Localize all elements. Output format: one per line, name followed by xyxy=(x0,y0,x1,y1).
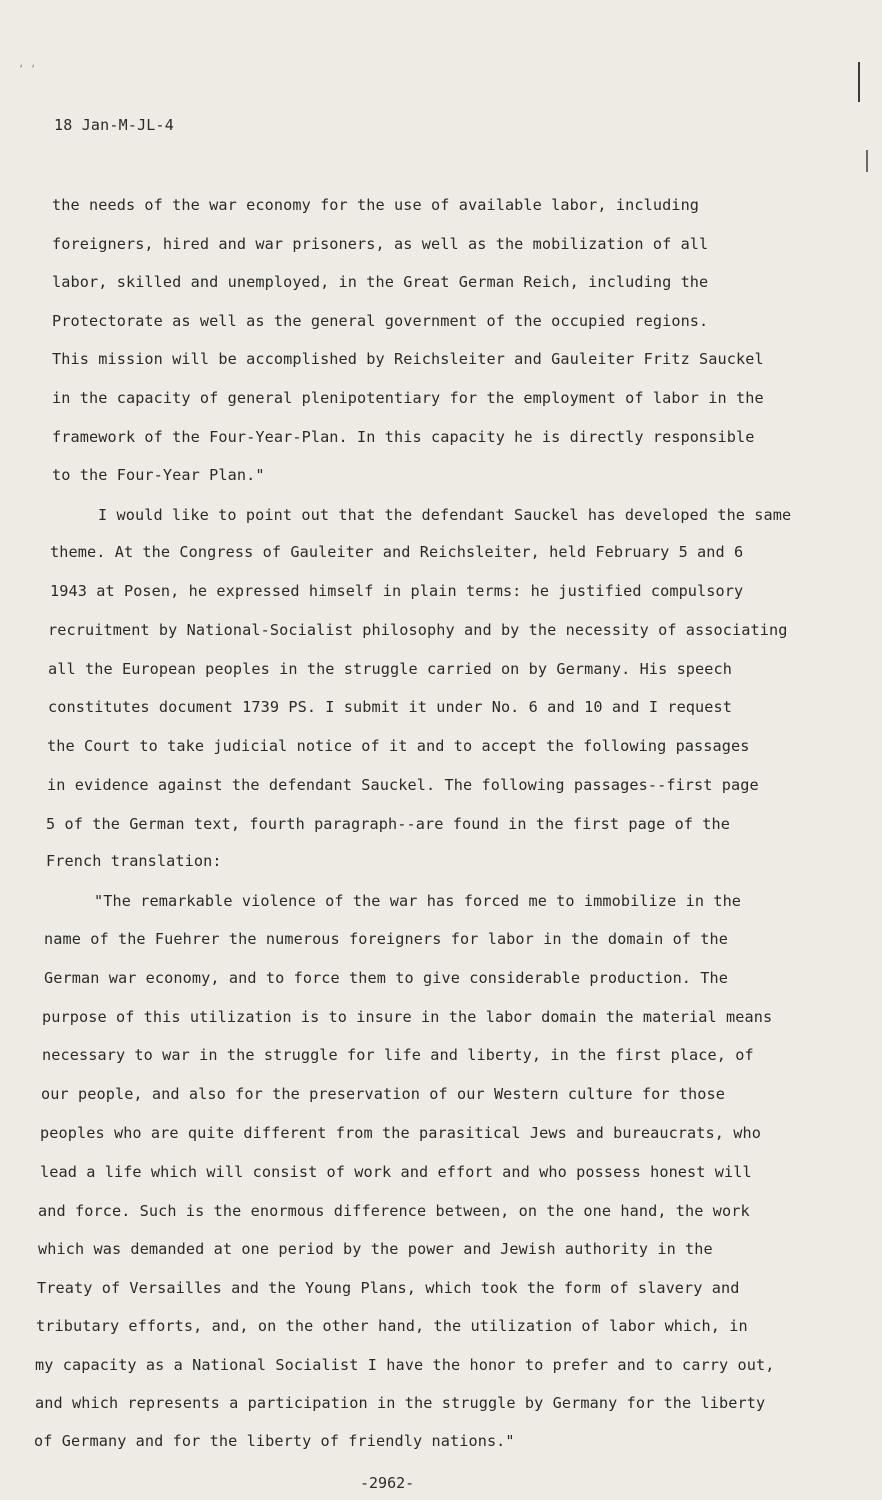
text-line: the Court to take judicial notice of it and to accept the following passages xyxy=(47,737,750,755)
text-line: peoples who are quite different from the parasitical Jews and bureaucrats, who xyxy=(40,1124,762,1142)
text-line: the needs of the war economy for the use of available labor, including xyxy=(52,196,700,214)
text-line: This mission will be accomplished by Reichsleiter and Gauleiter Fritz Sauckel xyxy=(52,350,764,368)
text-line: purpose of this utilization is to insure in the labor domain the material means xyxy=(42,1008,773,1026)
text-line: and force. Such is the enormous difference between, on the one hand, the work xyxy=(38,1202,750,1220)
text-line: which was demanded at one period by the power and Jewish authority in the xyxy=(38,1240,713,1258)
corner-mark: ‘ ‘ xyxy=(18,64,37,75)
text-line: my capacity as a National Socialist I have the honor to prefer and to carry out, xyxy=(35,1356,775,1374)
text-line: of Germany and for the liberty of friendly nations." xyxy=(34,1432,515,1450)
text-line: all the European peoples in the struggle carried on by Germany. His speech xyxy=(48,660,733,678)
text-line: in the capacity of general plenipotentiary for the employment of labor in the xyxy=(52,389,764,407)
text-line: 1943 at Posen, he expressed himself in plain terms: he justified compulsory xyxy=(50,582,744,600)
text-line: constitutes document 1739 PS. I submit it under No. 6 and 10 and I request xyxy=(48,698,733,716)
text-line: I would like to point out that the defendant Sauckel has developed the same xyxy=(98,506,792,524)
text-line: in evidence against the defendant Sauckel. The following passages--first page xyxy=(47,776,759,794)
text-line: labor, skilled and unemployed, in the Great German Reich, including the xyxy=(52,273,709,291)
text-line: Treaty of Versailles and the Young Plans, which took the form of slavery and xyxy=(37,1279,740,1297)
text-line: and which represents a participation in the struggle by Germany for the liberty xyxy=(35,1394,766,1412)
text-line: foreigners, hired and war prisoners, as well as the mobilization of all xyxy=(52,235,709,253)
document-reference: 18 Jan-M-JL-4 xyxy=(54,116,174,134)
text-line: 5 of the German text, fourth paragraph--are found in the first page of the xyxy=(46,815,731,833)
text-line: "The remarkable violence of the war has forced me to immobilize in the xyxy=(94,892,742,910)
text-line: to the Four-Year Plan." xyxy=(52,466,265,484)
page-number: -2962- xyxy=(360,1474,415,1492)
text-line: tributary efforts, and, on the other hand, the utilization of labor which, in xyxy=(36,1317,748,1335)
text-line: our people, and also for the preservation of our Western culture for those xyxy=(41,1085,726,1103)
text-line: German war economy, and to force them to give considerable production. The xyxy=(44,969,729,987)
edge-mark xyxy=(866,150,868,172)
text-line: French translation: xyxy=(46,852,222,870)
text-line: theme. At the Congress of Gauleiter and Reichsleiter, held February 5 and 6 xyxy=(50,543,744,561)
text-line: recruitment by National-Socialist philosophy and by the necessity of associating xyxy=(48,621,788,639)
text-line: Protectorate as well as the general government of the occupied regions. xyxy=(52,312,709,330)
text-line: lead a life which will consist of work and effort and who possess honest will xyxy=(40,1163,752,1181)
text-line: necessary to war in the struggle for life and liberty, in the first place, of xyxy=(42,1046,754,1064)
text-line: name of the Fuehrer the numerous foreigners for labor in the domain of the xyxy=(44,930,729,948)
edge-mark xyxy=(858,62,860,102)
text-line: framework of the Four-Year-Plan. In this capacity he is directly responsible xyxy=(52,428,755,446)
